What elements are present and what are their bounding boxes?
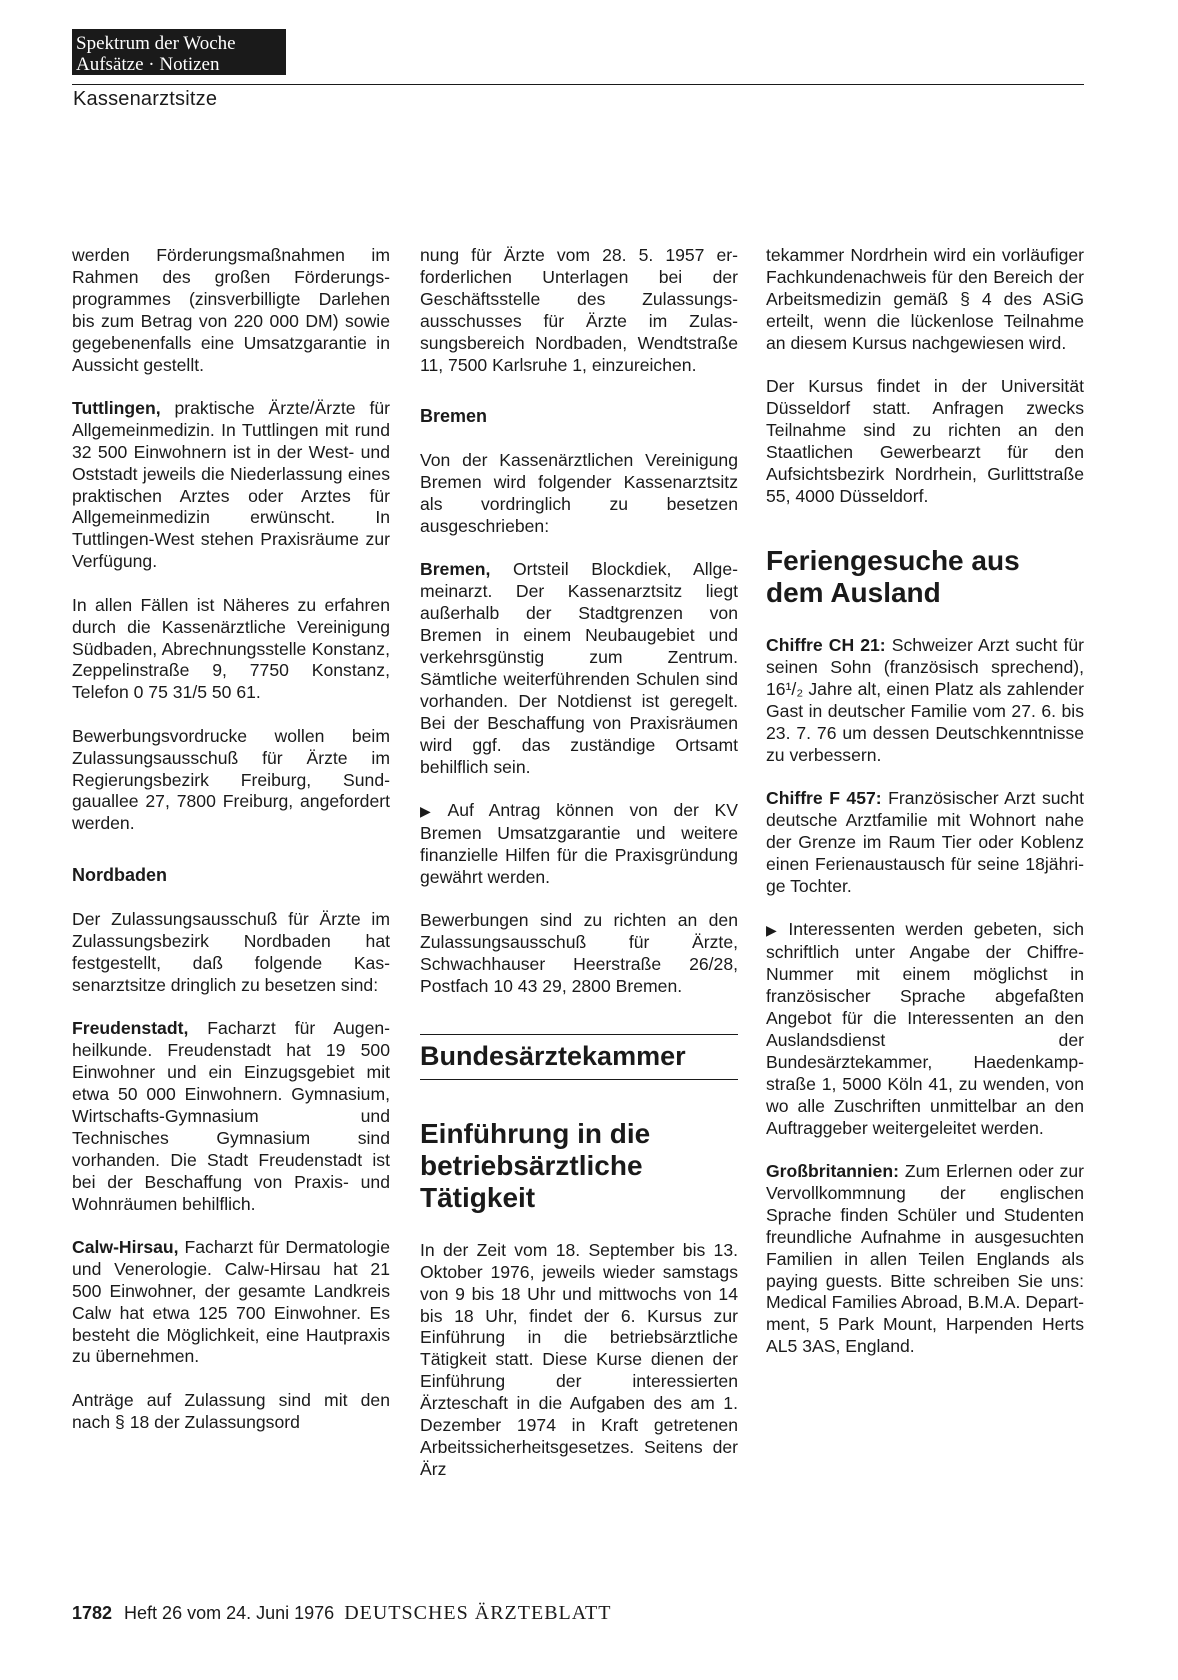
subheading-bremen: Bremen xyxy=(420,406,488,427)
section-heading-bundesaerztekammer: Bundesärztekammer xyxy=(420,1034,738,1080)
masthead xyxy=(72,29,286,75)
paragraph: werden Förderungsmaßnahmen im Rahmen des großen Förderungsprogrammes (zinsverbilligte Darlehen bis zum Betrag von 220 000 DM) sowie gegebenenfalls eine Umsatzgarantie in Aussicht gestellt. xyxy=(72,245,390,375)
paragraph-text: Schweizer Arzt sucht für seinen Sohn (französisch sprechend), 16¹/₂ Jahre alt, einen Platz als zahlender Gast in deutscher Familie vom 27. 6. bis 23. 7. 76 um dessen Deutschkenntnisse zu verbessern. xyxy=(766,635,1084,765)
paragraph-text: Facharzt für Augenheilkunde. Freudenstadt hat 19 500 Einwohner und ein Einzugsgebiet mit etwa 50 000 Einwohnern. Gymnasium, Wirtschafts-Gymnasium und Technisches Gymnasium sind vorhanden. Die Stadt Freudenstadt ist bei der Beschaffung von Praxis- und Wohnräumen behilflich. xyxy=(72,1018,390,1214)
paragraph-text: Facharzt für Dermatologie und Venerologie. Calw-Hirsau hat 21 500 Einwohner, der gesamte Landkreis Calw hat etwa 125 700 Einwohner. Es besteht die Möglichkeit, eine Hautpraxis zu übernehmen. xyxy=(72,1236,390,1367)
subheading-nordbaden: Nordbaden xyxy=(72,865,168,886)
paragraph xyxy=(72,1018,390,1215)
article-heading: Einführung in die betriebsärztliche Tätigkeit xyxy=(420,1117,651,1213)
issue-info: Heft 26 vom 24. Juni 1976 xyxy=(124,1603,335,1623)
paragraph-text: praktische Ärzte/Ärzte für Allgemeinmedizin. In Tuttlingen mit rund 32 500 Einwohnern ist in der West- und Oststadt jeweils die Niederlassung eines praktischen Arztes oder Arztes für Allgemeinmedizin erwünscht. In Tuttlingen-West stehen Praxisräume zur Verfügung. xyxy=(72,397,390,572)
paragraph xyxy=(766,788,1084,898)
masthead-line1: Spektrum der Woche xyxy=(76,33,236,54)
paragraph: Bewerbungen sind zu richten an den Zulassungsausschuß für Ärzte, Schwachhauser Heerstraße 26/28, Postfach 10 43 29, 2800 Bremen. xyxy=(420,910,738,996)
paragraph xyxy=(766,1161,1084,1358)
header-rule xyxy=(72,84,1084,85)
lead-term: Chiffre F 457: xyxy=(766,788,882,809)
paragraph-text: Ortsteil Blockdiek, Allgemeinarzt. Der Kassenarztsitz liegt außerhalb der Stadtgrenzen von Bremen in einem Neubaugebiet und verkehrsgünstig zum Zentrum. Sämtliche weiterführenden Schulen sind vorhanden. Der Notdienst ist geregelt. Bei der Beschaffung von Praxisräumen wird ggf. das zuständige Ortsamt behilflich sein. xyxy=(420,559,738,777)
paragraph xyxy=(72,1237,390,1368)
lead-term: Tuttlingen, xyxy=(72,397,161,418)
paragraph-text: Zum Erlernen oder zur Vervollkommnung der englischen Sprache finden Schüler und Studenten freundliche Aufnahme in ausgesuchten Familien in allen Teilen Englands als paying guests. Bitte schreiben Sie uns: Medical Families Abroad, B.M.A. Department, 5 Park Mount, Harpenden Herts AL5 3AS, England. xyxy=(766,1161,1084,1357)
paragraph xyxy=(72,398,390,573)
column-2 xyxy=(420,245,738,1502)
lead-term: Chiffre CH 21: xyxy=(766,635,886,656)
paragraph: Bewerbungsvordrucke wollen beim Zulassungsausschuß für Ärzte im Regierungsbezirk Freiburg, Sundgauallee 27, 7800 Freiburg, angefordert werden. xyxy=(72,725,390,834)
journal-name: DEUTSCHES ÄRZTEBLATT xyxy=(344,1602,612,1624)
paragraph: In allen Fällen ist Näheres zu erfahren durch die Kassenärztliche Vereinigung Südbaden, Abrechnungsstelle Konstanz, Zeppelinstraße 9, 7750 Konstanz, Telefon 0 75 31/5 50 61. xyxy=(72,594,390,703)
paragraph xyxy=(420,800,738,889)
lead-term: Großbritannien: xyxy=(766,1161,899,1181)
paragraph: Von der Kassenärztlichen Vereinigung Bremen wird folgender Kassenarztsitz als vordringlich zu besetzen ausgeschrieben: xyxy=(420,450,738,537)
paragraph: Anträge auf Zulassung sind mit den nach § 18 der Zulassungsord xyxy=(72,1389,390,1432)
paragraph-text: Auf Antrag können von der KV Bremen Umsatzgarantie und weitere finanzielle Hilfen für die Praxisgründung gewährt werden. xyxy=(420,800,738,887)
paragraph xyxy=(766,919,1084,1139)
paragraph: Der Zulassungsausschuß für Ärzte im Zulassungsbezirk Nordbaden hat festgestellt, daß folgende Kassenarztsitze dringlich zu besetzen sind: xyxy=(72,909,390,995)
lead-term: Bremen, xyxy=(420,559,491,580)
article-heading: Feriengesuche aus dem Ausland xyxy=(766,545,1020,609)
paragraph-text: Französischer Arzt sucht deutsche Arztfamilie mit Wohnort nahe der Grenze im Raum Tier oder Koblenz einen Ferienaustausch für seine 18jährige Tochter. xyxy=(766,788,1084,897)
paragraph-text: Interessenten werden gebeten, sich schriftlich unter Angabe der Chiffre-Nummer mit einem möglichst in französischer Sprache abgefaßten Angebot für die Interessenten an den Auslandsdienst der Bundesärztekammer, Haedenkampstraße 1, 5000 Köln 41, zu wenden, von wo alle Zuschriften unmittelbar an den Auftraggeber weitergeleitet werden. xyxy=(766,919,1084,1138)
triangle-right-icon: ▶ xyxy=(766,922,783,939)
paragraph xyxy=(766,635,1084,766)
lead-term: Calw-Hirsau, xyxy=(72,1236,179,1257)
paragraph: nung für Ärzte vom 28. 5. 1957 erforderlichen Unterlagen bei der Geschäftsstelle des Zulassungsausschusses für Ärzte im Zulassungsbereich Nordbaden, Wendtstraße 11, 7500 Karlsruhe 1, einzureichen. xyxy=(420,245,738,375)
paragraph: In der Zeit vom 18. September bis 13. Oktober 1976, jeweils wieder samstags von 9 bis 18 Uhr und mittwochs von 14 bis 18 Uhr, findet der 6. Kursus zur Einführung in die betriebsärztliche Tätigkeit statt. Diese Kurse dienen der Einführung der interessierten Ärzteschaft in die Aufgaben des am 1. Dezember 1974 in Kraft getretenen Arbeitssicherheitsgesetzes. Seitens der Ärz xyxy=(420,1239,738,1479)
masthead-line2: Aufsätze · Notizen xyxy=(76,54,220,75)
paragraph: Der Kursus findet in der Universität Düsseldorf statt. Anfragen zwecks Teilnahme sind zu richten an den Staatlichen Gewerbearzt für den Aufsichtsbezirk Nordrhein, Gurlittstraße 55, 4000 Düsseldorf. xyxy=(766,376,1084,506)
page-footer xyxy=(72,1602,611,1625)
paragraph: tekammer Nordrhein wird ein vorläufiger Fachkundenachweis für den Bereich der Arbeitsmedizin gemäß § 4 des ASiG erteilt, wenn die lückenlose Teilnahme an diesem Kursus nachgewiesen wird. xyxy=(766,245,1084,353)
lead-term: Freudenstadt, xyxy=(72,1018,189,1039)
triangle-right-icon: ▶ xyxy=(420,803,442,820)
section-label: Kassenarztsitze xyxy=(73,88,218,110)
column-3 xyxy=(766,245,1084,1380)
page-number: 1782 xyxy=(72,1603,113,1623)
column-1 xyxy=(72,245,390,1455)
paragraph xyxy=(420,559,738,778)
